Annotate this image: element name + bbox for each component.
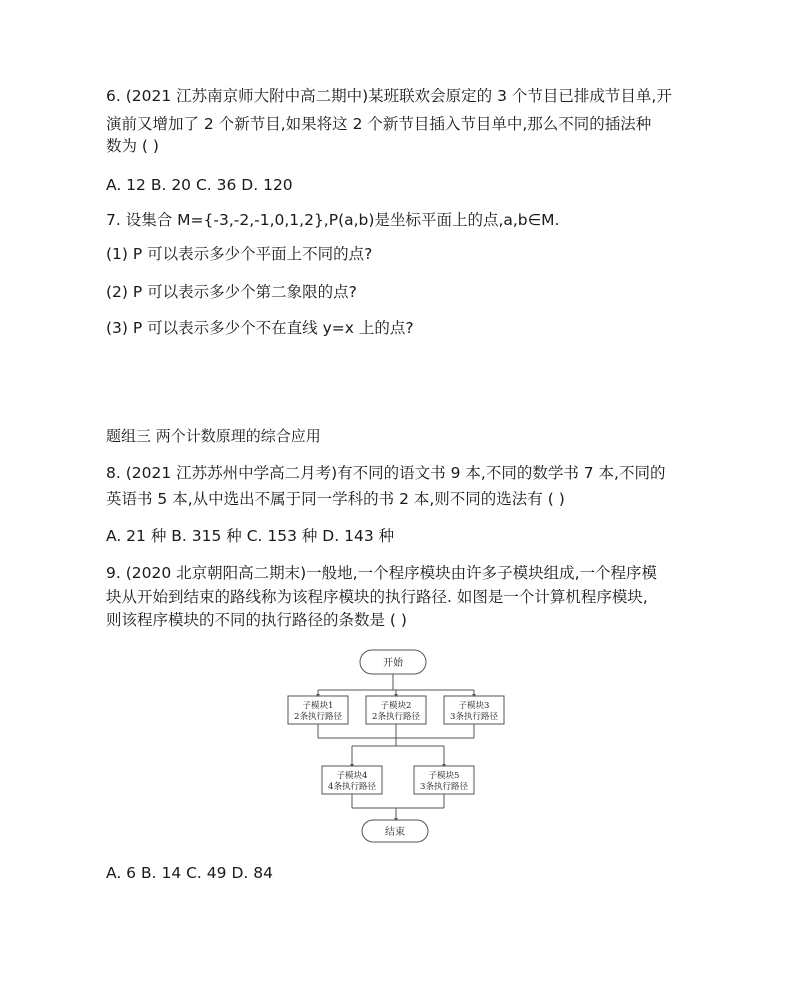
- end-label: 结束: [385, 827, 405, 838]
- q6-line-2: 演前又增加了 2 个新节目,如果将这 2 个新节目插入节目单中,那么不同的插法种: [106, 115, 652, 133]
- sub-module-4-paths: 4条执行路径: [328, 782, 376, 792]
- q7-sub-2: (2) P 可以表示多少个第二象限的点?: [106, 283, 357, 301]
- q6-line-3: 数为 ( ): [106, 137, 159, 155]
- sub-module-3-paths: 3条执行路径: [450, 712, 498, 722]
- sub-module-3-title: 子模块3: [458, 701, 490, 711]
- sub-module-5-title: 子模块5: [428, 771, 460, 781]
- q8-line-2: 英语书 5 本,从中选出不属于同一学科的书 2 本,则不同的选法有 ( ): [106, 490, 565, 508]
- start-label: 开始: [383, 658, 403, 669]
- q8-line-1: 8. (2021 江苏苏州中学高二月考)有不同的语文书 9 本,不同的数学书 7 本,不同的: [106, 464, 666, 482]
- q8-options: A. 21 种 B. 315 种 C. 153 种 D. 143 种: [106, 527, 395, 545]
- sub-module-1-title: 子模块1: [302, 701, 334, 711]
- sub-module-4-title: 子模块4: [336, 771, 368, 781]
- q9-line-3: 则该程序模块的不同的执行路径的条数是 ( ): [106, 611, 407, 629]
- q7-stem: 7. 设集合 M={-3,-2,-1,0,1,2},P(a,b)是坐标平面上的点,a,b∈M.: [106, 211, 560, 229]
- sub-module-5-paths: 3条执行路径: [420, 782, 468, 792]
- q9-line-2: 块从开始到结束的路线称为该程序模块的执行路径. 如图是一个计算机程序模块,: [106, 588, 648, 606]
- flowchart: [286, 648, 526, 852]
- q9-line-1: 9. (2020 北京朝阳高二期末)一般地,一个程序模块由许多子模块组成,一个程序模: [106, 564, 658, 582]
- sub-module-1-paths: 2条执行路径: [294, 712, 342, 722]
- q7-sub-3: (3) P 可以表示多少个不在直线 y=x 上的点?: [106, 319, 414, 337]
- section-title: 题组三 两个计数原理的综合应用: [106, 427, 321, 445]
- flowchart-svg: [286, 648, 526, 848]
- q6-options: A. 12 B. 20 C. 36 D. 120: [106, 176, 293, 194]
- sub-module-2-paths: 2条执行路径: [372, 712, 420, 722]
- q6-line-1: 6. (2021 江苏南京师大附中高二期中)某班联欢会原定的 3 个节目已排成节目单,开: [106, 87, 672, 105]
- q7-sub-1: (1) P 可以表示多少个平面上不同的点?: [106, 245, 373, 263]
- q9-options: A. 6 B. 14 C. 49 D. 84: [106, 864, 273, 882]
- sub-module-2-title: 子模块2: [380, 701, 412, 711]
